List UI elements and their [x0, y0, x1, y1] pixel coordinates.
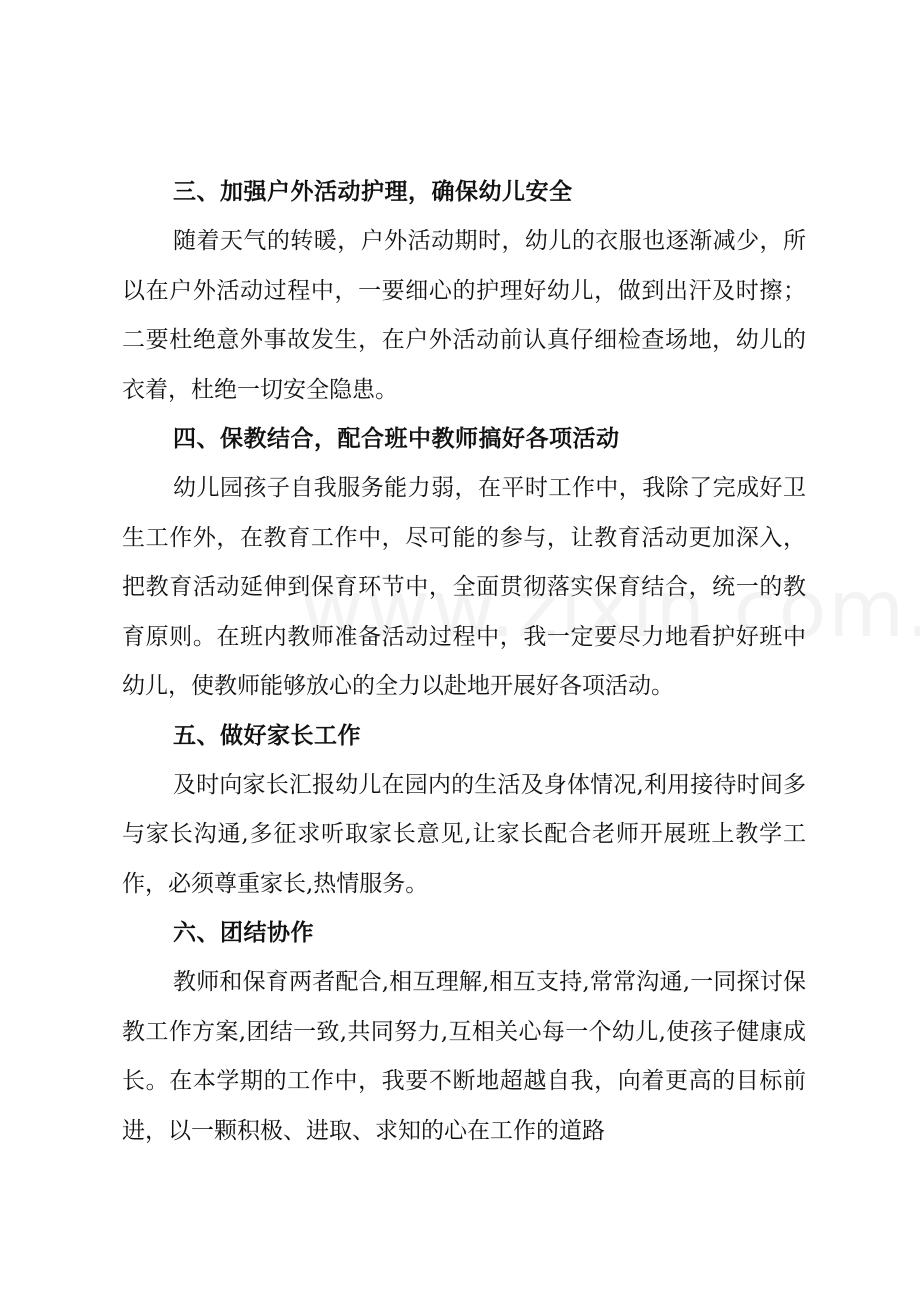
section-heading: 五、做好家长工作 — [173, 722, 361, 749]
section-paragraph: 及时向家长汇报幼儿在园内的生活及身体情况,利用接待时间多与家长沟通,多征求听取家长意见,让家长配合老师开展班上教学工作，必须尊重家长,热情服务。 — [122, 771, 806, 897]
section-teamwork — [122, 909, 806, 1156]
section-heading: 六、团结协作 — [173, 920, 314, 946]
section-paragraph: 幼儿园孩子自我服务能力弱，在平时工作中，我除了完成好卫生工作外，在教育工作中，尽可能的参与，让教育活动更加深入，把教育活动延伸到保育环节中，全面贯彻落实保育结合，统一的教育原则。在班内教师准备活动过程中，我一定要尽力地看护好班中幼儿，使教师能够放心的全力以赴地开展好各项活动。 — [122, 475, 806, 699]
section-heading: 四、保教结合，配合班中教师搞好各项活动 — [173, 426, 620, 452]
section-paragraph: 教师和保育两者配合,相互理解,相互支持,常常沟通,一同探讨保教工作方案,团结一致,共同努力,互相关心每一个幼儿,使孩子健康成长。在本学期的工作中，我要不断地超越自我，向着更高的目标前进，以一颗积极、进取、求知的心在工作的道路 — [122, 969, 806, 1144]
document-page — [122, 168, 806, 1156]
section-paragraph: 随着天气的转暖，户外活动期时，幼儿的衣服也逐渐减少，所以在户外活动过程中，一要细心的护理好幼儿，做到出汗及时擦；二要杜绝意外事故发生，在户外活动前认真仔细检查场地，幼儿的衣着，杜绝一切安全隐患。 — [122, 228, 806, 403]
section-parent-work — [122, 712, 806, 910]
section-heading: 三、加强户外活动护理，确保幼儿安全 — [173, 179, 573, 205]
section-care-education — [122, 415, 806, 712]
section-outdoor-safety — [122, 168, 806, 415]
